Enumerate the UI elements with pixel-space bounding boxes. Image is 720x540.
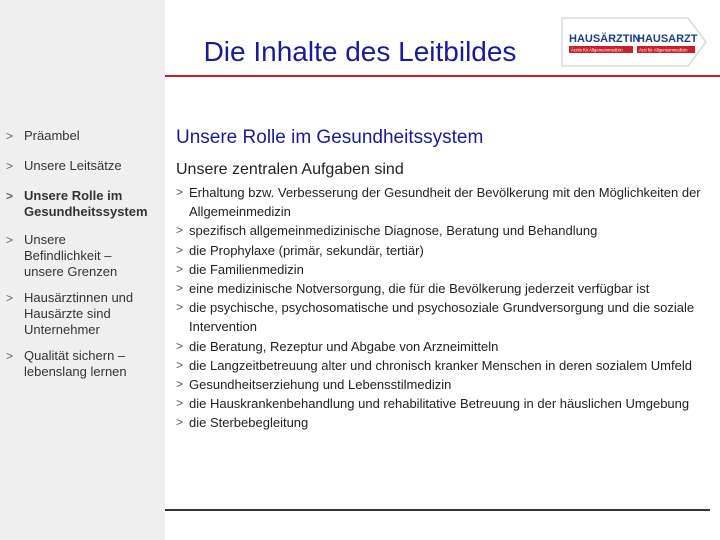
list-item: > die Langzeitbetreuung alter und chronisch kranker Menschen in deren sozialem Umfeld — [176, 356, 706, 375]
list-item: > die Sterbebegleitung — [176, 413, 706, 432]
list-item: > die Familienmedizin — [176, 260, 706, 279]
sidebar-item-qualitaet[interactable] — [0, 348, 165, 380]
page-title: Die Inhalte des Leitbildes — [203, 36, 517, 67]
chevron-right-icon: > — [176, 261, 184, 276]
chevron-right-icon: > — [6, 291, 14, 305]
chevron-right-icon: > — [6, 349, 14, 363]
sidebar-nav — [0, 128, 165, 380]
logo-left-tagline: Ärztin für Allgemeinmedizin — [571, 47, 623, 53]
chevron-right-icon: > — [176, 281, 184, 296]
list-item: > eine medizinische Notversorgung, die für die Bevölkerung jederzeit verfügbar ist — [176, 279, 706, 298]
logo-right-tagline: Arzt für Allgemeinmedizin — [639, 47, 688, 53]
sidebar-item-label: Präambel — [24, 128, 80, 143]
list-item: > die Hauskrankenbehandlung und rehabilitative Betreuung in der häuslichen Umgebung — [176, 394, 706, 413]
sidebar-item-label: Hausärztinnen und Hausärzte sind Unternehmer — [24, 290, 134, 337]
section-heading: Unsere Rolle im Gesundheitssystem — [176, 127, 484, 148]
chevron-right-icon: > — [176, 300, 184, 315]
chevron-right-icon: > — [6, 129, 14, 143]
sidebar-item-label: Qualität sichern – lebenslang lernen — [24, 348, 127, 379]
chevron-right-icon: > — [176, 338, 184, 353]
footer-divider — [165, 509, 710, 511]
sidebar-item-rolle[interactable] — [0, 188, 165, 220]
list-item: > Gesundheitserziehung und Lebensstilmedizin — [176, 375, 706, 394]
sidebar-item-leitsaetze[interactable] — [0, 158, 165, 174]
chevron-right-icon: > — [176, 377, 184, 392]
chevron-right-icon: > — [176, 242, 184, 257]
list-item: > Erhaltung bzw. Verbesserung der Gesundheit der Bevölkerung mit den Möglichkeiten der Allgemeinmedizin — [176, 185, 701, 220]
sidebar-item-praeambel[interactable] — [0, 128, 165, 144]
list-item: > die Prophylaxe (primär, sekundär, tertiär) — [176, 241, 706, 260]
hausarzt-logo — [560, 16, 708, 68]
chevron-right-icon: > — [176, 223, 184, 238]
sidebar-item-unternehmer[interactable] — [0, 290, 165, 338]
list-item: > die psychische, psychosomatische und psychosoziale Grundversorgung und die soziale Intervention — [176, 300, 695, 335]
task-list — [176, 183, 706, 433]
chevron-right-icon: > — [6, 233, 14, 247]
chevron-right-icon: > — [176, 415, 184, 430]
chevron-right-icon: > — [176, 396, 184, 411]
logo-right-word: HAUSARZT — [637, 33, 698, 45]
chevron-right-icon: > — [176, 357, 184, 372]
logo-left-word: HAUSÄRZTIN — [569, 33, 641, 45]
sidebar-item-befindlichkeit[interactable] — [0, 232, 140, 280]
sidebar-item-label: Unsere Rolle im Gesundheitssystem — [24, 188, 148, 219]
section-subheading: Unsere zentralen Aufgaben sind — [176, 161, 404, 178]
title-divider — [165, 75, 720, 77]
chevron-right-icon: > — [6, 189, 14, 203]
list-item: > die Beratung, Rezeptur und Abgabe von Arzneimitteln — [176, 337, 706, 356]
chevron-right-icon: > — [176, 185, 184, 199]
sidebar-item-label: Unsere Leitsätze — [24, 158, 122, 173]
chevron-right-icon: > — [6, 159, 14, 173]
list-item: > spezifisch allgemeinmedizinische Diagnose, Beratung und Behandlung — [176, 221, 706, 240]
sidebar-item-label: Unsere Befindlichkeit – unsere Grenzen — [24, 232, 118, 279]
